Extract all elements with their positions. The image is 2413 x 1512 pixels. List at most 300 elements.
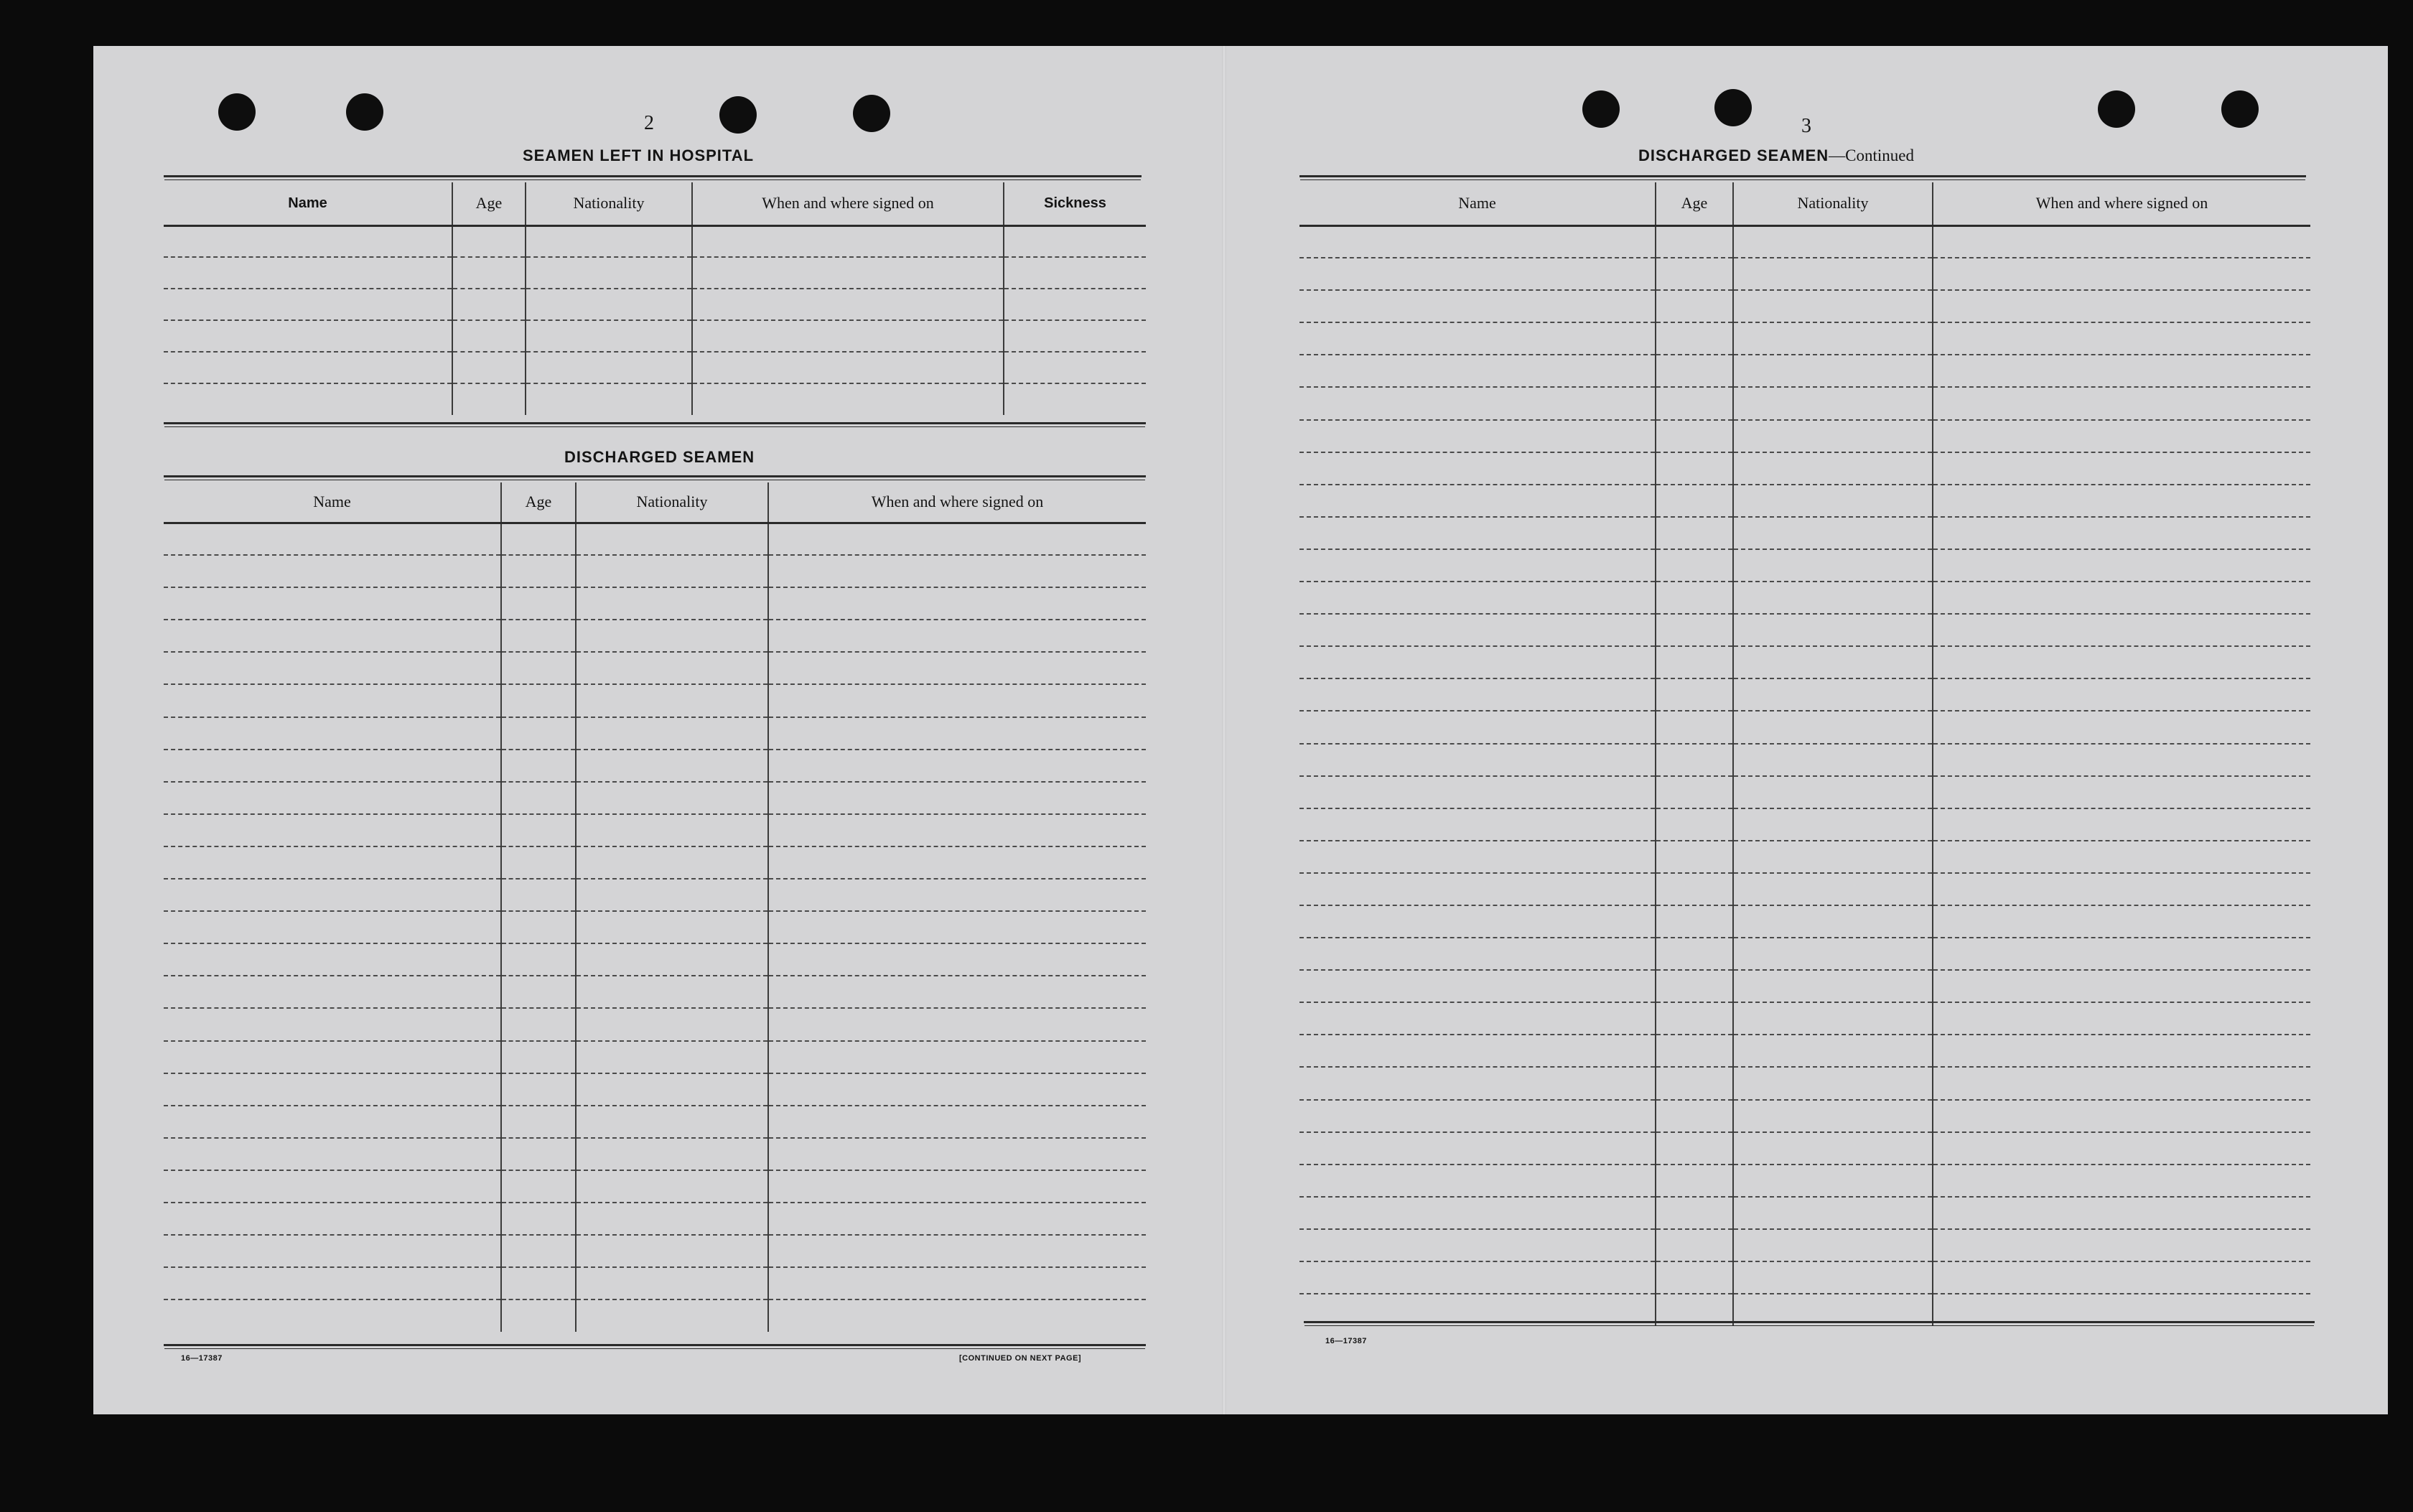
blank-cell (164, 1170, 501, 1203)
blank-cell (164, 1008, 501, 1040)
rule (1299, 175, 2306, 177)
title-suffix: —Continued (1829, 146, 1914, 164)
blank-cell (501, 1235, 576, 1267)
blank-cell (1733, 970, 1933, 1002)
blank-cell (501, 976, 576, 1008)
blank-cell (1656, 225, 1733, 258)
table-row (1299, 387, 2310, 419)
blank-cell (768, 555, 1146, 587)
blank-cell (576, 652, 768, 684)
blank-cell (768, 782, 1146, 814)
blank-cell (164, 1299, 501, 1332)
blank-cell (1933, 1132, 2310, 1165)
blank-cell (501, 943, 576, 976)
blank-cell (1933, 549, 2310, 582)
table-row (164, 555, 1146, 587)
table-row (164, 976, 1146, 1008)
table-row (164, 782, 1146, 814)
blank-cell (1933, 678, 2310, 711)
blank-cell (452, 352, 526, 383)
blank-cell (768, 846, 1146, 879)
blank-cell (576, 1073, 768, 1106)
col-header-sickness: Sickness (1004, 182, 1146, 225)
punch-hole (853, 95, 890, 132)
blank-cell (1933, 1002, 2310, 1035)
blank-cell (501, 587, 576, 620)
table-row (1299, 1261, 2310, 1294)
blank-cell (501, 684, 576, 717)
blank-cell (1299, 452, 1656, 485)
blank-cell (501, 1299, 576, 1332)
blank-cell (1299, 1002, 1656, 1035)
blank-cell (1933, 452, 2310, 485)
blank-cell (1933, 841, 2310, 873)
blank-cell (164, 976, 501, 1008)
blank-cell (526, 352, 692, 383)
blank-cell (576, 750, 768, 782)
blank-cell (1933, 938, 2310, 970)
table-row (1299, 1035, 2310, 1067)
blank-cell (1299, 1261, 1656, 1294)
blank-cell (576, 1235, 768, 1267)
blank-cell (1299, 549, 1656, 582)
rule (164, 475, 1146, 477)
blank-cell (1656, 776, 1733, 808)
blank-cell (1299, 322, 1656, 355)
blank-cell (501, 1041, 576, 1073)
blank-cell (526, 225, 692, 257)
blank-cell (1004, 289, 1146, 320)
blank-cell (1733, 614, 1933, 646)
blank-cell (501, 1138, 576, 1170)
punch-hole (1582, 90, 1620, 128)
blank-cell (452, 257, 526, 289)
table-row (1299, 841, 2310, 873)
blank-cell (576, 1106, 768, 1138)
blank-cell (1656, 1261, 1733, 1294)
table-row (1299, 582, 2310, 614)
blank-cell (576, 684, 768, 717)
blank-cell (501, 1073, 576, 1106)
blank-cell (1004, 257, 1146, 289)
blank-cell (164, 1106, 501, 1138)
blank-cell (1656, 744, 1733, 776)
blank-cell (692, 257, 1004, 289)
blank-cell (692, 383, 1004, 415)
table-row (164, 1041, 1146, 1073)
blank-cell (576, 1203, 768, 1235)
blank-cell (576, 846, 768, 879)
blank-cell (576, 1008, 768, 1040)
blank-cell (1656, 873, 1733, 905)
blank-cell (768, 652, 1146, 684)
table-row (164, 684, 1146, 717)
blank-cell (1933, 582, 2310, 614)
continued-note: [CONTINUED ON NEXT PAGE] (959, 1354, 1082, 1363)
blank-cell (164, 257, 452, 289)
blank-cell (1656, 420, 1733, 452)
blank-cell (164, 289, 452, 320)
blank-cell (1656, 355, 1733, 387)
blank-cell (501, 1106, 576, 1138)
blank-cell (501, 1267, 576, 1299)
table-row (1299, 1229, 2310, 1261)
table-row (164, 814, 1146, 846)
blank-cell (501, 555, 576, 587)
blank-cell (1004, 225, 1146, 257)
blank-cell (1299, 1197, 1656, 1229)
col-header-signed-on: When and where signed on (692, 182, 1004, 225)
blank-cell (164, 352, 452, 383)
blank-cell (501, 911, 576, 943)
punch-hole (1714, 89, 1752, 126)
table-row (164, 620, 1146, 652)
discharged-table (164, 482, 1146, 1332)
blank-cell (1656, 452, 1733, 485)
blank-cell (1733, 744, 1933, 776)
table-row (1299, 1197, 2310, 1229)
blank-cell (452, 320, 526, 352)
table-row (1299, 873, 2310, 905)
blank-cell (1656, 938, 1733, 970)
blank-cell (768, 587, 1146, 620)
blank-cell (1933, 744, 2310, 776)
blank-cell (1733, 485, 1933, 517)
table-row (1299, 258, 2310, 290)
blank-cell (1656, 678, 1733, 711)
table-row (164, 911, 1146, 943)
table-row (164, 289, 1146, 320)
table-row (164, 383, 1146, 415)
blank-cell (501, 1203, 576, 1235)
blank-cell (1299, 1165, 1656, 1197)
table-row (164, 587, 1146, 620)
blank-cell (1299, 614, 1656, 646)
blank-cell (164, 1235, 501, 1267)
blank-cell (576, 814, 768, 846)
blank-cell (576, 620, 768, 652)
table-row (164, 1299, 1146, 1332)
blank-cell (1299, 711, 1656, 743)
blank-cell (1299, 678, 1656, 711)
table-row (1299, 485, 2310, 517)
table-row (1299, 938, 2310, 970)
blank-cell (1656, 1165, 1733, 1197)
blank-cell (1299, 1132, 1656, 1165)
blank-cell (576, 943, 768, 976)
blank-cell (526, 383, 692, 415)
blank-cell (1933, 1067, 2310, 1099)
blank-cell (1656, 1132, 1733, 1165)
blank-cell (1933, 258, 2310, 290)
table-row (1299, 614, 2310, 646)
col-header-nationality: Nationality (526, 182, 692, 225)
blank-cell (1733, 873, 1933, 905)
blank-cell (1933, 1035, 2310, 1067)
blank-cell (164, 750, 501, 782)
blank-cell (1299, 517, 1656, 549)
table-row (1299, 711, 2310, 743)
blank-cell (768, 1299, 1146, 1332)
blank-cell (501, 814, 576, 846)
blank-cell (768, 717, 1146, 750)
table-row (164, 652, 1146, 684)
col-header-age: Age (501, 482, 576, 523)
blank-cell (164, 225, 452, 257)
table-row (164, 943, 1146, 976)
blank-cell (164, 320, 452, 352)
blank-cell (1656, 841, 1733, 873)
table-row (164, 717, 1146, 750)
blank-cell (1733, 549, 1933, 582)
blank-cell (1299, 420, 1656, 452)
blank-cell (1299, 938, 1656, 970)
blank-cell (768, 1041, 1146, 1073)
blank-cell (501, 1170, 576, 1203)
table-row (164, 879, 1146, 911)
blank-cell (1933, 614, 2310, 646)
blank-cell (1933, 420, 2310, 452)
blank-cell (576, 587, 768, 620)
blank-cell (1004, 320, 1146, 352)
blank-cell (164, 523, 501, 555)
blank-cell (1299, 225, 1656, 258)
blank-cell (1004, 383, 1146, 415)
blank-cell (452, 383, 526, 415)
blank-cell (1299, 776, 1656, 808)
blank-cell (1933, 970, 2310, 1002)
blank-cell (1656, 485, 1733, 517)
col-header-name: Name (164, 482, 501, 523)
blank-cell (1733, 938, 1933, 970)
blank-cell (1004, 352, 1146, 383)
blank-cell (526, 289, 692, 320)
table-row (164, 1008, 1146, 1040)
blank-cell (1733, 322, 1933, 355)
col-header-age: Age (452, 182, 526, 225)
blank-cell (1933, 646, 2310, 678)
blank-cell (1656, 646, 1733, 678)
rule (164, 1344, 1146, 1346)
blank-cell (768, 1267, 1146, 1299)
blank-cell (164, 911, 501, 943)
blank-cell (1656, 290, 1733, 322)
blank-cell (1933, 1165, 2310, 1197)
blank-cell (1656, 1197, 1733, 1229)
table-row (164, 1106, 1146, 1138)
hospital-section-title: SEAMEN LEFT IN HOSPITAL (523, 146, 755, 164)
blank-cell (1933, 711, 2310, 743)
blank-cell (1733, 420, 1933, 452)
blank-cell (768, 1073, 1146, 1106)
blank-cell (1733, 905, 1933, 938)
col-header-age: Age (1656, 182, 1733, 225)
blank-cell (452, 225, 526, 257)
blank-cell (501, 1008, 576, 1040)
blank-cell (768, 1203, 1146, 1235)
blank-cell (164, 684, 501, 717)
blank-cell (1933, 905, 2310, 938)
blank-cell (164, 1041, 501, 1073)
blank-cell (1656, 258, 1733, 290)
blank-cell (576, 555, 768, 587)
table-row (1299, 970, 2310, 1002)
blank-cell (1933, 387, 2310, 419)
blank-cell (1733, 1067, 1933, 1099)
blank-cell (1299, 1035, 1656, 1067)
blank-cell (1656, 1229, 1733, 1261)
table-row (164, 320, 1146, 352)
blank-cell (1299, 1067, 1656, 1099)
blank-cell (164, 1073, 501, 1106)
blank-cell (1933, 225, 2310, 258)
blank-cell (1299, 387, 1656, 419)
blank-cell (1656, 322, 1733, 355)
blank-cell (501, 782, 576, 814)
blank-cell (576, 523, 768, 555)
blank-cell (576, 1170, 768, 1203)
blank-cell (164, 782, 501, 814)
blank-cell (501, 620, 576, 652)
title-main: DISCHARGED SEAMEN (1638, 146, 1829, 164)
discharged-continued-rows (1299, 225, 2310, 1326)
blank-cell (1933, 1100, 2310, 1132)
table-row (1299, 322, 2310, 355)
blank-cell (164, 555, 501, 587)
table-row (1299, 420, 2310, 452)
blank-cell (768, 1170, 1146, 1203)
blank-cell (1299, 355, 1656, 387)
blank-cell (1733, 258, 1933, 290)
blank-cell (1656, 582, 1733, 614)
table-row (164, 1235, 1146, 1267)
blank-cell (501, 652, 576, 684)
table-row (1299, 1100, 2310, 1132)
blank-cell (1733, 452, 1933, 485)
table-row (164, 1267, 1146, 1299)
blank-cell (1733, 1035, 1933, 1067)
blank-cell (1733, 776, 1933, 808)
blank-cell (1299, 485, 1656, 517)
blank-cell (1733, 808, 1933, 841)
col-header-signed-on: When and where signed on (768, 482, 1146, 523)
blank-cell (501, 717, 576, 750)
blank-cell (576, 1138, 768, 1170)
blank-cell (1933, 517, 2310, 549)
blank-cell (164, 1267, 501, 1299)
blank-cell (164, 943, 501, 976)
blank-cell (1933, 322, 2310, 355)
blank-cell (1733, 387, 1933, 419)
discharged-continued-table (1299, 182, 2310, 1326)
rule (164, 175, 1142, 177)
blank-cell (768, 943, 1146, 976)
blank-cell (576, 1041, 768, 1073)
blank-cell (1656, 387, 1733, 419)
blank-cell (768, 879, 1146, 911)
blank-cell (501, 879, 576, 911)
table-row (1299, 355, 2310, 387)
blank-cell (1733, 1100, 1933, 1132)
punch-hole (2098, 90, 2135, 128)
blank-cell (1299, 873, 1656, 905)
blank-cell (526, 320, 692, 352)
blank-cell (576, 782, 768, 814)
table-row (164, 846, 1146, 879)
blank-cell (1733, 517, 1933, 549)
blank-cell (1733, 1197, 1933, 1229)
blank-cell (692, 225, 1004, 257)
table-row (1299, 1132, 2310, 1165)
blank-cell (1733, 678, 1933, 711)
blank-cell (526, 257, 692, 289)
discharged-section-title: DISCHARGED SEAMEN (564, 448, 755, 466)
blank-cell (501, 846, 576, 879)
blank-cell (1933, 776, 2310, 808)
blank-cell (1656, 517, 1733, 549)
blank-cell (1299, 1100, 1656, 1132)
table-row (1299, 678, 2310, 711)
blank-cell (1656, 808, 1733, 841)
blank-cell (1656, 1002, 1733, 1035)
discharged-continued-title (1638, 146, 1914, 165)
table-row (1299, 776, 2310, 808)
blank-cell (768, 750, 1146, 782)
blank-cell (164, 383, 452, 415)
blank-cell (1299, 808, 1656, 841)
blank-cell (1733, 290, 1933, 322)
blank-cell (1299, 970, 1656, 1002)
blank-cell (768, 684, 1146, 717)
blank-cell (576, 717, 768, 750)
blank-cell (1733, 582, 1933, 614)
blank-cell (1656, 711, 1733, 743)
col-header-nationality: Nationality (1733, 182, 1933, 225)
punch-hole (2221, 90, 2259, 128)
table-row (164, 1203, 1146, 1235)
blank-cell (1933, 485, 2310, 517)
table-row (164, 257, 1146, 289)
blank-cell (1656, 1067, 1733, 1099)
blank-cell (1733, 225, 1933, 258)
table-row (164, 1138, 1146, 1170)
table-row (1299, 1002, 2310, 1035)
col-header-nationality: Nationality (576, 482, 768, 523)
table-row (1299, 452, 2310, 485)
blank-cell (692, 320, 1004, 352)
blank-cell (1299, 744, 1656, 776)
hospital-table (164, 182, 1146, 415)
col-header-name: Name (1299, 182, 1656, 225)
blank-cell (1299, 905, 1656, 938)
table-row (1299, 744, 2310, 776)
table-row (1299, 290, 2310, 322)
blank-cell (1733, 841, 1933, 873)
table-row (1299, 808, 2310, 841)
blank-cell (164, 652, 501, 684)
col-header-signed-on: When and where signed on (1933, 182, 2310, 225)
blank-cell (768, 620, 1146, 652)
blank-cell (768, 1235, 1146, 1267)
blank-cell (164, 814, 501, 846)
blank-cell (164, 879, 501, 911)
blank-cell (1733, 1229, 1933, 1261)
table-row (1299, 646, 2310, 678)
blank-cell (164, 587, 501, 620)
blank-cell (501, 750, 576, 782)
page-number: 3 (1801, 115, 1811, 137)
blank-cell (1656, 1100, 1733, 1132)
